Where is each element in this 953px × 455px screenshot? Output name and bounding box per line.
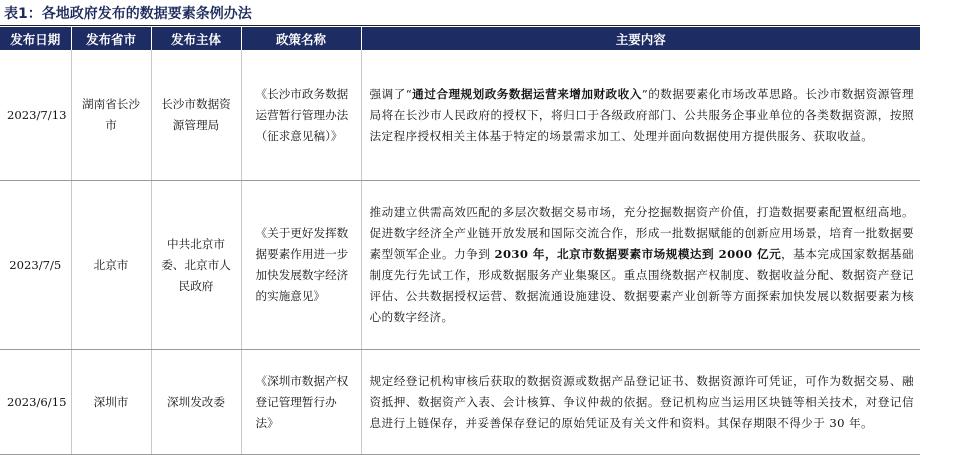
- cell-issuer: 长沙市数据资源管理局: [151, 50, 241, 181]
- header-issuer: 发布主体: [151, 27, 241, 50]
- cell-issuer: 中共北京市委、北京市人民政府: [151, 181, 241, 350]
- cell-province: 北京市: [71, 181, 151, 350]
- content-text: 推动建立供需高效匹配的多层次数据交易市场，充分挖掘数据资产价值，打造数据要素配置枢纽高地。促进数字经济全产业链开放发展和国际交流合作，形成一批数据赋能的创新应用场景，培育一批数据要素型领军企业。力争到: [369, 205, 914, 261]
- content-text: 规定经登记机构审核后获取的数据资源或数据产品登记证书、数据资源许可凭证，可作为数据交易、融资抵押、数据资产入表、会计核算、争议仲裁的依据。登记机构应当运用区块链等相关技术，对登记信息进行上链保存，并妥善保存登记的原始凭证及有关文件和资料。其保存期限不得少于 30 年。: [369, 373, 914, 430]
- content-text: ”的数据要素化市场改革思路。长沙市数据资源管理局将在长沙市人民政府的授权下，将归口于各级政府部门、公共服务企事业单位的各类数据资源，按照法定程序授权相关主体基于特定的场景需求加工、处理并面向数据使用方提供服务、获取收益。: [369, 86, 914, 143]
- content-text: 强调了“: [369, 86, 413, 101]
- cell-province: 深圳市: [71, 350, 151, 455]
- table-caption: 表1：各地政府发布的数据要素条例办法: [4, 6, 252, 22]
- cell-date: 2023/7/13: [0, 50, 71, 181]
- table-row: [0, 350, 920, 455]
- caption-rule: [0, 25, 920, 26]
- header-province: 发布省市: [71, 27, 151, 50]
- cell-policy: 《关于更好发挥数据要素作用进一步加快发展数字经济的实施意见》: [241, 181, 361, 350]
- cell-content: [361, 50, 920, 181]
- cell-date: 2023/6/15: [0, 350, 71, 455]
- table-header-row: [0, 27, 920, 50]
- cell-content: [361, 350, 920, 455]
- cell-content: [361, 181, 920, 350]
- header-date: 发布日期: [0, 27, 71, 50]
- header-policy: 政策名称: [241, 27, 361, 50]
- cell-policy: 《长沙市政务数据运营暂行管理办法（征求意见稿）》: [241, 50, 361, 181]
- policy-table: [0, 27, 920, 455]
- table-row: [0, 50, 920, 181]
- content-emphasis: 2030 年，北京市数据要素市场规模达到 2000 亿元: [494, 247, 782, 261]
- cell-policy: 《深圳市数据产权登记管理暂行办法》: [241, 350, 361, 455]
- cell-date: 2023/7/5: [0, 181, 71, 350]
- header-content: 主要内容: [361, 27, 920, 50]
- cell-province: 湖南省长沙市: [71, 50, 151, 181]
- table-row: [0, 181, 920, 350]
- content-emphasis: 通过合理规划政务数据运营来增加财政收入: [412, 86, 642, 101]
- cell-issuer: 深圳发改委: [151, 350, 241, 455]
- content-text: ，基本完成国家数据基础制度先行先试工作，形成数据服务产业集聚区。重点围绕数据产权制度、数据收益分配、数据资产登记评估、公共数据授权运营、数据流通设施建设、数据要素产业创新等方面探索加快发展以数据要素为核心的数字经济。: [369, 247, 914, 324]
